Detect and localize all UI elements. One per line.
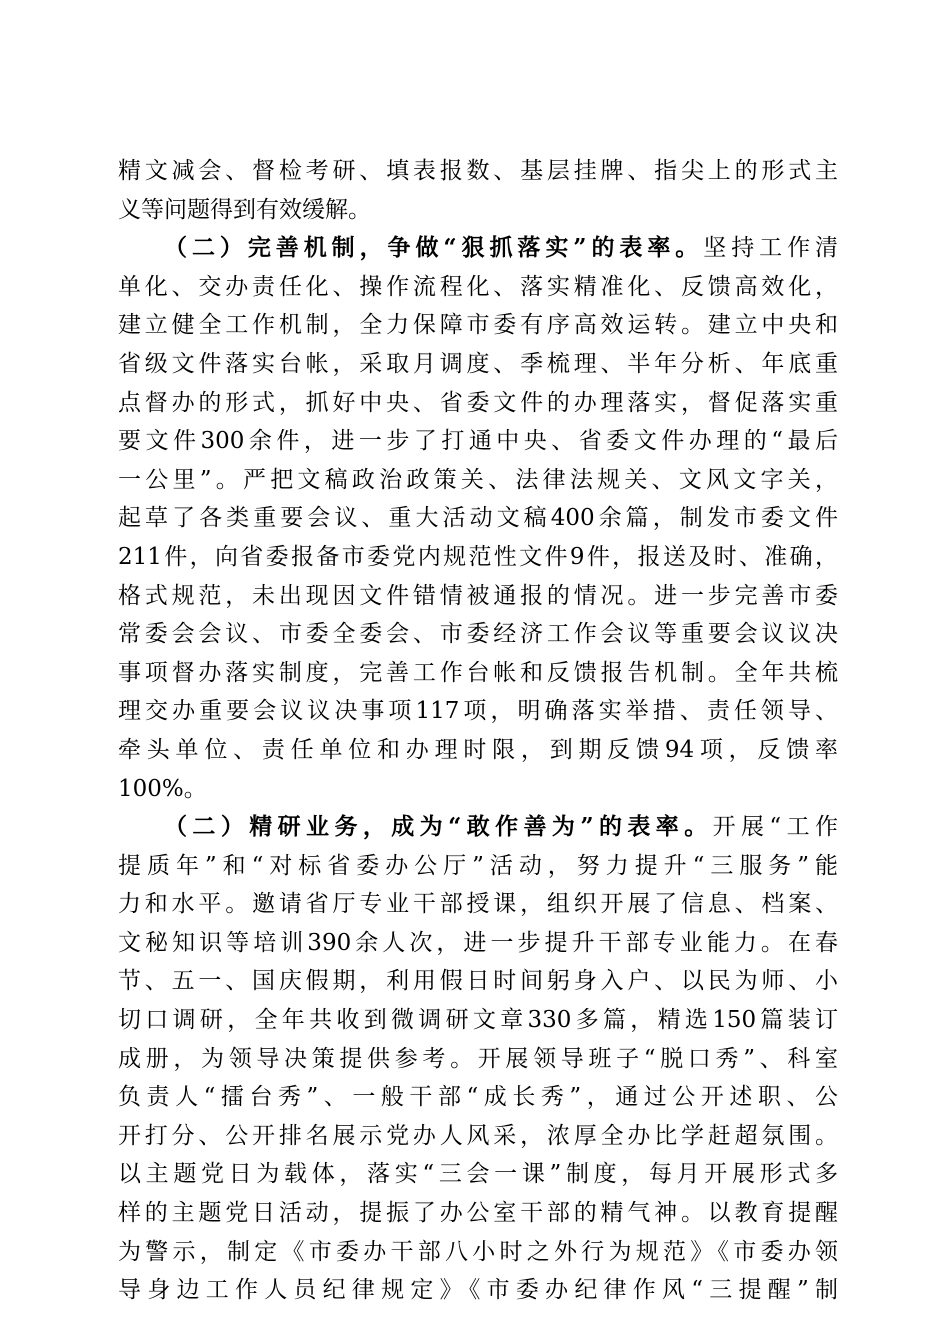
text-line: 事项督办落实制度，完善工作台帐和反馈报告机制。全年共梳 [118,659,838,686]
text-line: 单化、交办责任化、操作流程化、落实精准化、反馈高效化， [118,273,838,300]
paragraph-start [118,808,838,847]
text-line: 要文件300余件，进一步了打通中央、省委文件办理的“最后 [118,428,838,455]
text-line: 100%。 [118,775,207,802]
text-line: 格式规范，未出现因文件错情被通报的情况。进一步完善市委 [118,582,838,609]
paragraph-start [118,229,838,268]
text-line: 起草了各类重要会议、重大活动文稿400余篇，制发市委文件 [118,505,838,532]
text-line: 力和水平。邀请省厅专业干部授课，组织开展了信息、档案、 [118,891,838,918]
text-line: 开打分、公开排名展示党办人风采，浓厚全办比学赶超氛围。 [118,1122,838,1149]
text-line-rest: 坚持工作清 [703,235,839,262]
text-line: 提质年”和“对标省委办公厅”活动，努力提升“三服务”能 [118,852,838,879]
text-line: 精文减会、督检考研、填表报数、基层挂牌、指尖上的形式主 [118,158,838,184]
text-line: 义等问题得到有效缓解。 [118,196,371,223]
text-line: 节、五一、国庆假期，利用假日时间躬身入户、以民为师、小 [118,968,838,995]
text-line: 211件，向省委报备市委党内规范性文件9件，报送及时、准确， [118,543,838,570]
text-line: 切口调研，全年共收到微调研文章330多篇，精选150篇装订 [118,1007,838,1034]
text-line: 成册，为领导决策提供参考。开展领导班子“脱口秀”、科室 [118,1045,838,1072]
text-line: 文秘知识等培训390余人次，进一步提升干部专业能力。在春 [118,929,838,956]
section-heading-business: （二）精研业务，成为“敢作善为”的表率。 [164,813,713,841]
text-line-rest: 开展“工作 [712,814,838,841]
document-body [118,152,838,1310]
text-line: 一公里”。严把文稿政治政策关、法律法规关、文风文字关， [118,466,838,493]
text-line: 常委会会议、市委全委会、市委经济工作会议等重要会议议决 [118,621,838,648]
text-line: 点督办的形式，抓好中央、省委文件的办理落实，督促落实重 [118,389,838,416]
text-line: 牵头单位、责任单位和办理时限，到期反馈94项，反馈率 [118,736,838,763]
text-line: 以主题党日为载体，落实“三会一课”制度，每月开展形式多 [118,1161,838,1188]
section-heading-mechanism: （二）完善机制，争做“狠抓落实”的表率。 [164,234,704,262]
text-line: 建立健全工作机制，全力保障市委有序高效运转。建立中央和 [118,312,838,339]
text-line: 理交办重要会议议决事项117项，明确落实举措、责任领导、 [118,698,838,725]
text-line: 省级文件落实台帐，采取月调度、季梳理、半年分析、年底重 [118,350,838,377]
text-line: 负责人“擂台秀”、一般干部“成长秀”，通过公开述职、公 [118,1084,838,1111]
text-line: 样的主题党日活动，提振了办公室干部的精气神。以教育提醒 [118,1200,838,1227]
text-line: 导身边工作人员纪律规定》《市委办纪律作风“三提醒”制 [118,1277,838,1304]
text-line: 为警示，制定《市委办干部八小时之外行为规范》《市委办领 [118,1238,838,1265]
